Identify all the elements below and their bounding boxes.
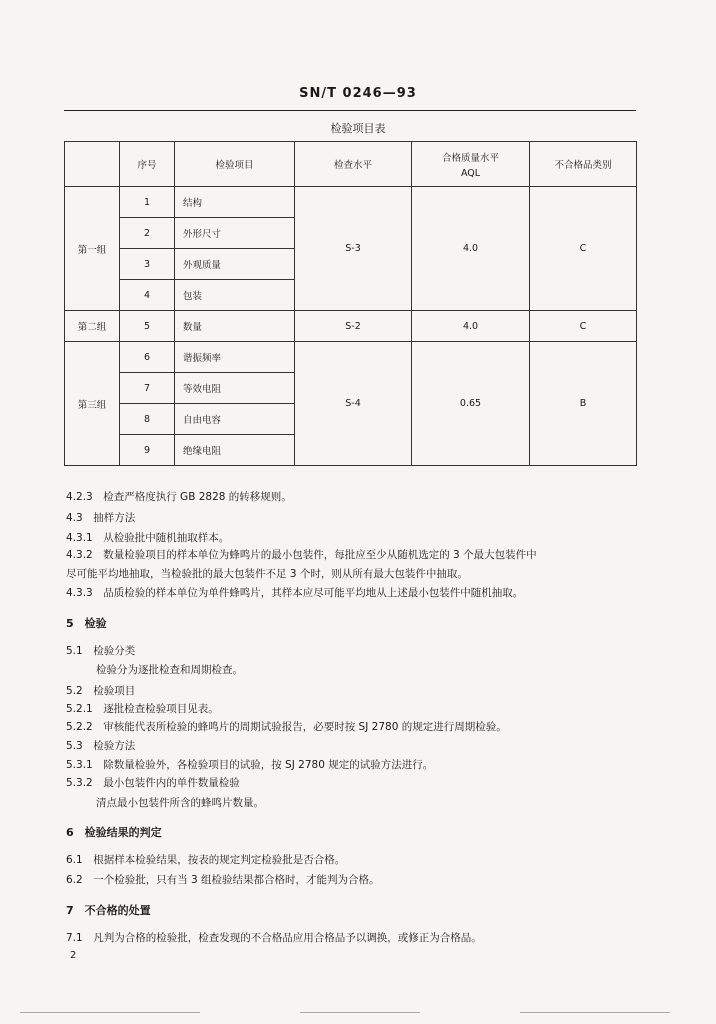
header-rule bbox=[64, 110, 636, 111]
clause-6-2: 6.2 一个检验批，只有当 3 组检验结果都合格时，才能判为合格。 bbox=[66, 874, 380, 886]
header-category: 不合格品类别 bbox=[530, 142, 637, 187]
clause-4-3: 4.3 抽样方法 bbox=[66, 512, 136, 524]
level-cell: S-2 bbox=[295, 311, 412, 342]
clause-5-1-text: 检验分为逐批检查和周期检查。 bbox=[96, 664, 243, 676]
seq-cell: 4 bbox=[120, 280, 175, 311]
item-cell: 自由电容 bbox=[175, 404, 295, 435]
group-name: 第二组 bbox=[65, 311, 120, 342]
category-cell: B bbox=[530, 342, 637, 466]
seq-cell: 6 bbox=[120, 342, 175, 373]
header-aql bbox=[412, 142, 530, 187]
table-row bbox=[65, 342, 637, 373]
aql-cell: 4.0 bbox=[412, 311, 530, 342]
clause-4-3-2-line1: 4.3.2 数量检验项目的样本单位为蜂鸣片的最小包装件，每批应至少从随机选定的 3 个最大包装件中 bbox=[66, 549, 537, 561]
item-cell: 外观质量 bbox=[175, 249, 295, 280]
seq-cell: 7 bbox=[120, 373, 175, 404]
clause-5-2-2: 5.2.2 审核能代表所检验的蜂鸣片的周期试验报告，必要时按 SJ 2780 的规定进行周期检验。 bbox=[66, 721, 507, 733]
aql-cell: 4.0 bbox=[412, 187, 530, 311]
item-cell: 外形尺寸 bbox=[175, 218, 295, 249]
section-7-heading: 7 不合格的处置 bbox=[66, 904, 151, 917]
table-row bbox=[65, 311, 637, 342]
clause-5-1: 5.1 检验分类 bbox=[66, 645, 136, 657]
table-header-row bbox=[65, 142, 637, 187]
table-row bbox=[65, 187, 637, 218]
clause-5-2: 5.2 检验项目 bbox=[66, 685, 136, 697]
seq-cell: 1 bbox=[120, 187, 175, 218]
clause-5-3-1: 5.3.1 除数量检验外，各检验项目的试验，按 SJ 2780 规定的试验方法进行。 bbox=[66, 759, 434, 771]
section-6-heading: 6 检验结果的判定 bbox=[66, 826, 162, 839]
clause-5-3-2: 5.3.2 最小包装件内的单件数量检验 bbox=[66, 777, 240, 789]
header-level: 检查水平 bbox=[295, 142, 412, 187]
clause-4-3-2-line2: 尽可能平均地抽取，当检验批的最大包装件不足 3 个时，则从所有最大包装件中抽取。 bbox=[66, 568, 468, 580]
header-aql-line2: AQL bbox=[460, 167, 481, 179]
seq-cell: 2 bbox=[120, 218, 175, 249]
clause-4-2-3: 4.2.3 检查严格度执行 GB 2828 的转移规则。 bbox=[66, 491, 292, 503]
inspection-items-table bbox=[64, 141, 637, 466]
clause-5-3-2-text: 清点最小包装件所含的蜂鸣片数量。 bbox=[96, 797, 264, 809]
category-cell: C bbox=[530, 311, 637, 342]
scan-edge-line bbox=[520, 1012, 670, 1013]
seq-cell: 3 bbox=[120, 249, 175, 280]
scan-edge-line bbox=[20, 1012, 200, 1013]
level-cell: S-3 bbox=[295, 187, 412, 311]
page-number: 2 bbox=[70, 950, 77, 961]
group-name: 第三组 bbox=[65, 342, 120, 466]
item-cell: 等效电阻 bbox=[175, 373, 295, 404]
seq-cell: 9 bbox=[120, 435, 175, 466]
scan-edge-line bbox=[300, 1012, 420, 1013]
section-5-heading: 5 检验 bbox=[66, 617, 107, 630]
header-aql-line1: 合格质量水平 bbox=[441, 152, 499, 164]
standard-number: SN/T 0246—93 bbox=[299, 86, 417, 101]
group-name: 第一组 bbox=[65, 187, 120, 311]
clause-4-3-3: 4.3.3 品质检验的样本单位为单件蜂鸣片，其样本应尽可能平均地从上述最小包装件中随机抽取。 bbox=[66, 587, 524, 599]
item-cell: 结构 bbox=[175, 187, 295, 218]
item-cell: 包装 bbox=[175, 280, 295, 311]
header-item: 检验项目 bbox=[175, 142, 295, 187]
clause-5-3: 5.3 检验方法 bbox=[66, 740, 136, 752]
item-cell: 数量 bbox=[175, 311, 295, 342]
level-cell: S-4 bbox=[295, 342, 412, 466]
clause-7-1: 7.1 凡判为合格的检验批，检查发现的不合格品应用合格品予以调换，或修正为合格品。 bbox=[66, 932, 482, 944]
seq-cell: 8 bbox=[120, 404, 175, 435]
table-title: 检验项目表 bbox=[330, 122, 386, 135]
item-cell: 绝缘电阻 bbox=[175, 435, 295, 466]
clause-6-1: 6.1 根据样本检验结果，按表的规定判定检验批是否合格。 bbox=[66, 854, 346, 866]
aql-cell: 0.65 bbox=[412, 342, 530, 466]
header-seq: 序号 bbox=[120, 142, 175, 187]
item-cell: 谐振频率 bbox=[175, 342, 295, 373]
header-group bbox=[65, 142, 120, 187]
clause-5-2-1: 5.2.1 逐批检查检验项目见表。 bbox=[66, 703, 219, 715]
seq-cell: 5 bbox=[120, 311, 175, 342]
category-cell: C bbox=[530, 187, 637, 311]
clause-4-3-1: 4.3.1 从检验批中随机抽取样本。 bbox=[66, 532, 230, 544]
